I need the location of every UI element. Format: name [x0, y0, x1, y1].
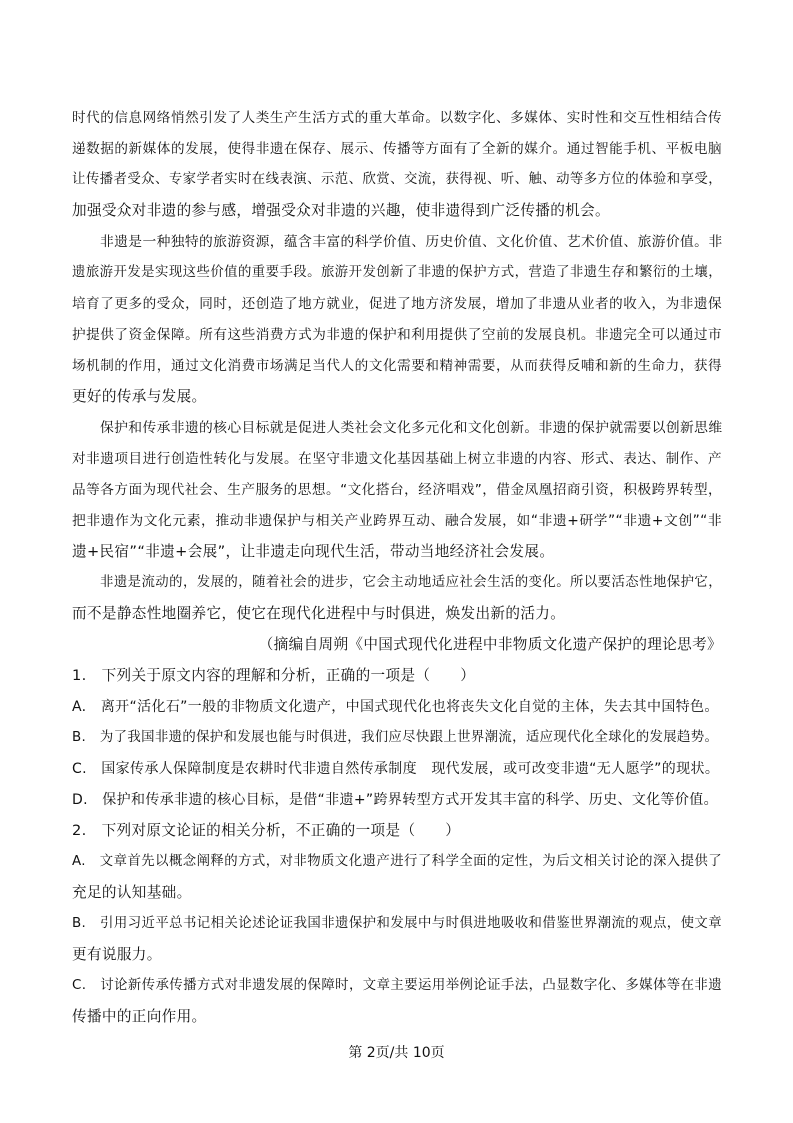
- question-1-option-c: C. 国家传承人保障制度是农耕时代非遗自然传承制度 现代发展，或可改变非遗“无人愿学”的现状。: [72, 761, 720, 777]
- passage-line: 递数据的新媒体的发展，使得非遗在保存、展示、传播等方面有了全新的媒介。通过智能手机、平板电脑: [72, 141, 722, 157]
- question-2-option-c: C. 讨论新传承传播方式对非遗发展的保障时，文章主要运用举例论证手法，凸显数字化、多媒体等在非遗: [72, 978, 722, 993]
- question-2-option-c-cont: 传播中的正向作用。: [72, 1008, 207, 1025]
- passage-line: 培育了更多的受众，同时，还创造了地方就业，促进了地方济发展，增加了非遗从业者的收入，为非遗保: [72, 296, 722, 312]
- question-2-option-a: A. 文章首先以概念阐释的方式，对非物质文化遗产进行了科学全面的定性，为后文相关讨论的深入提供了: [72, 854, 722, 869]
- page-footer: 第 2页/共 10页: [348, 1045, 445, 1061]
- passage-line: 护提供了资金保障。所有这些消费方式为非遗的保护和利用提供了空前的发展良机。非遗完全可以通过市: [72, 327, 722, 343]
- question-2-option-b-cont: 更有说服力。: [72, 946, 162, 963]
- passage-line: 加强受众对非遗的参与感，增强受众对非遗的兴趣，使非遗得到广泛传播的机会。: [72, 202, 610, 219]
- question-1-option-b: B. 为了我国非遗的保护和发展也能与时俱进，我们应尽快跟上世界潮流，适应现代化全球化的发展趋势。: [72, 730, 719, 745]
- question-1-option-d: D. 保护和传承非遗的核心目标，是借“非遗+”跨界转型方式开发其丰富的科学、历史、文化等价值。: [72, 792, 718, 808]
- passage-line: 而不是静态性地圈养它，使它在现代化进程中与时俱进，焕发出新的活力。: [72, 605, 566, 622]
- question-1-option-a: A. 离开“活化石”一般的非物质文化遗产，中国式现代化也将丧失文化自觉的主体，失去其中国特色。: [72, 699, 719, 715]
- passage-line: 时代的信息网络悄然引发了人类生产生活方式的重大革命。以数字化、多媒体、实时性和交互性相结合传: [72, 110, 722, 126]
- passage-line: 品等各方面为现代社会、生产服务的思想。“文化搭台，经济唱戏”，借金凤凰招商引资，积极跨界转型，: [72, 482, 722, 498]
- passage-line: 保护和传承非遗的核心目标就是促进人类社会文化多元化和文化创新。非遗的保护就需要以创新思维: [100, 420, 723, 436]
- passage-line: 遗旅游开发是实现这些价值的重要手段。旅游开发创新了非遗的保护方式，营造了非遗生存和繁衍的土壤，: [72, 265, 722, 280]
- question-1-stem: 1. 下列关于原文内容的理解和分析，正确的一项是（ ）: [72, 667, 476, 684]
- question-2-stem: 2. 下列对原文论证的相关分析，不正确的一项是（ ）: [72, 822, 461, 839]
- passage-source: （摘编自周朔《中国式现代化进程中非物质文化遗产保护的理论思考》: [258, 636, 722, 653]
- passage-line: 让传播者受众、专家学者实时在线表演、示范、欣赏、交流，获得视、听、触、动等多方位的体验和享受，: [72, 172, 722, 187]
- passage-line: 对非遗项目进行创造性转化与发展。在坚守非遗文化基因基础上树立非遗的内容、形式、表达、制作、产: [72, 451, 722, 467]
- passage-line: 遗+民宿”“非遗+会展”，让非遗走向现代生活，带动当地经济社会发展。: [72, 543, 555, 560]
- passage-line: 更好的传承与发展。: [72, 388, 207, 405]
- passage-line: 场机制的作用，通过文化消费市场满足当代人的文化需要和精神需要，从而获得反哺和新的生命力，获得: [72, 358, 722, 374]
- passage-line: 把非遗作为文化元素，推动非遗保护与相关产业跨界互动、融合发展，如“非遗+研学”“非遗+文创”“非: [72, 513, 722, 529]
- question-2-option-a-cont: 充足的认知基础。: [72, 884, 192, 901]
- passage-line: 非遗是一种独特的旅游资源，蕴含丰富的科学价值、历史价值、文化价值、艺术价值、旅游价值。非: [100, 234, 723, 250]
- question-2-option-b: B. 引用习近平总书记相关论述论证我国非遗保护和发展中与时俱进地吸收和借鉴世界潮流的观点，使文章: [72, 916, 722, 931]
- passage-line: 非遗是流动的，发展的，随着社会的进步，它会主动地适应社会生活的变化。所以要活态性地保护它，: [100, 575, 722, 590]
